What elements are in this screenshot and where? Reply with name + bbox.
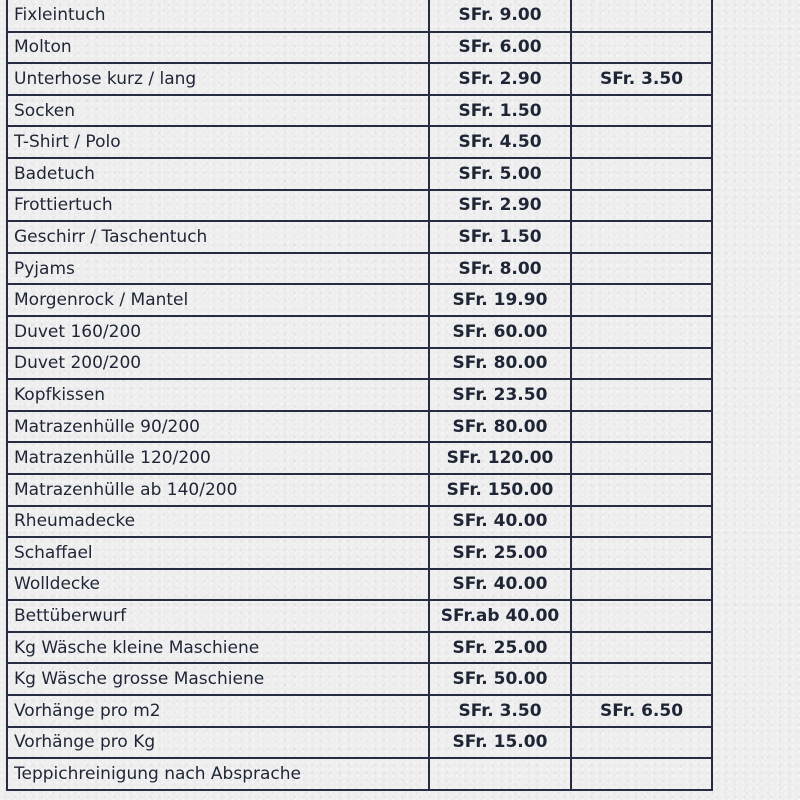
item-name: Vorhänge pro Kg [7, 727, 429, 759]
item-price: SFr. 40.00 [429, 569, 571, 601]
table-row [7, 284, 712, 316]
table-row [7, 348, 712, 380]
item-name: Matrazenhülle 90/200 [7, 411, 429, 443]
item-price-alt [571, 284, 712, 316]
item-name: Vorhänge pro m2 [7, 695, 429, 727]
price-list-table [6, 0, 713, 791]
item-price: SFr. 2.90 [429, 63, 571, 95]
table-row [7, 158, 712, 190]
item-price: SFr.ab 40.00 [429, 600, 571, 632]
item-name: Pyjams [7, 253, 429, 285]
item-name: Teppichreinigung nach Absprache [7, 758, 429, 790]
item-price-alt [571, 600, 712, 632]
item-price: SFr. 3.50 [429, 695, 571, 727]
table-row [7, 253, 712, 285]
table-row [7, 537, 712, 569]
item-name: Morgenrock / Mantel [7, 284, 429, 316]
table-row [7, 758, 712, 790]
item-price-alt [571, 32, 712, 64]
item-price: SFr. 50.00 [429, 663, 571, 695]
item-name: Frottiertuch [7, 190, 429, 222]
table-row [7, 95, 712, 127]
table-row [7, 411, 712, 443]
item-name: Rheumadecke [7, 506, 429, 538]
item-price: SFr. 15.00 [429, 727, 571, 759]
table-row [7, 190, 712, 222]
item-name: Unterhose kurz / lang [7, 63, 429, 95]
item-price-alt [571, 0, 712, 32]
item-name: Kg Wäsche grosse Maschiene [7, 663, 429, 695]
table-row [7, 221, 712, 253]
item-name: Bettüberwurf [7, 600, 429, 632]
item-price: SFr. 5.00 [429, 158, 571, 190]
item-price: SFr. 60.00 [429, 316, 571, 348]
item-price: SFr. 9.00 [429, 0, 571, 32]
table-row [7, 63, 712, 95]
item-name: Fixleintuch [7, 0, 429, 32]
item-price: SFr. 6.00 [429, 32, 571, 64]
table-row [7, 379, 712, 411]
item-price-alt [571, 632, 712, 664]
table-row [7, 32, 712, 64]
item-price-alt [571, 727, 712, 759]
item-price-alt [571, 221, 712, 253]
item-name: Duvet 200/200 [7, 348, 429, 380]
item-price-alt [571, 379, 712, 411]
table-row [7, 506, 712, 538]
table-row [7, 632, 712, 664]
item-price: SFr. 1.50 [429, 95, 571, 127]
item-price: SFr. 25.00 [429, 632, 571, 664]
table-row [7, 0, 712, 32]
item-name: Geschirr / Taschentuch [7, 221, 429, 253]
item-price [429, 758, 571, 790]
item-price-alt [571, 474, 712, 506]
item-price: SFr. 2.90 [429, 190, 571, 222]
item-name: Molton [7, 32, 429, 64]
item-price-alt: SFr. 3.50 [571, 63, 712, 95]
table-row [7, 442, 712, 474]
item-price-alt [571, 158, 712, 190]
item-price-alt [571, 126, 712, 158]
item-name: Matrazenhülle ab 140/200 [7, 474, 429, 506]
table-row [7, 316, 712, 348]
price-list-body [7, 0, 712, 790]
item-price: SFr. 23.50 [429, 379, 571, 411]
item-price: SFr. 25.00 [429, 537, 571, 569]
item-price-alt [571, 663, 712, 695]
item-name: Duvet 160/200 [7, 316, 429, 348]
table-row [7, 600, 712, 632]
item-name: Wolldecke [7, 569, 429, 601]
item-name: Matrazenhülle 120/200 [7, 442, 429, 474]
item-price-alt [571, 348, 712, 380]
table-row [7, 695, 712, 727]
item-name: Badetuch [7, 158, 429, 190]
item-price-alt [571, 758, 712, 790]
item-name: Kg Wäsche kleine Maschiene [7, 632, 429, 664]
item-price: SFr. 40.00 [429, 506, 571, 538]
item-price-alt [571, 316, 712, 348]
item-price: SFr. 80.00 [429, 411, 571, 443]
item-price-alt [571, 569, 712, 601]
item-price-alt [571, 537, 712, 569]
table-row [7, 126, 712, 158]
item-price-alt [571, 411, 712, 443]
item-price-alt [571, 253, 712, 285]
table-row [7, 474, 712, 506]
item-price-alt [571, 442, 712, 474]
item-price: SFr. 19.90 [429, 284, 571, 316]
item-price: SFr. 1.50 [429, 221, 571, 253]
table-row [7, 569, 712, 601]
item-name: Kopfkissen [7, 379, 429, 411]
item-price: SFr. 80.00 [429, 348, 571, 380]
item-price-alt [571, 95, 712, 127]
item-price-alt [571, 190, 712, 222]
item-name: Socken [7, 95, 429, 127]
item-price: SFr. 120.00 [429, 442, 571, 474]
item-name: Schaffael [7, 537, 429, 569]
item-price: SFr. 4.50 [429, 126, 571, 158]
item-price-alt: SFr. 6.50 [571, 695, 712, 727]
table-row [7, 727, 712, 759]
item-price: SFr. 150.00 [429, 474, 571, 506]
item-name: T-Shirt / Polo [7, 126, 429, 158]
item-price-alt [571, 506, 712, 538]
table-row [7, 663, 712, 695]
item-price: SFr. 8.00 [429, 253, 571, 285]
